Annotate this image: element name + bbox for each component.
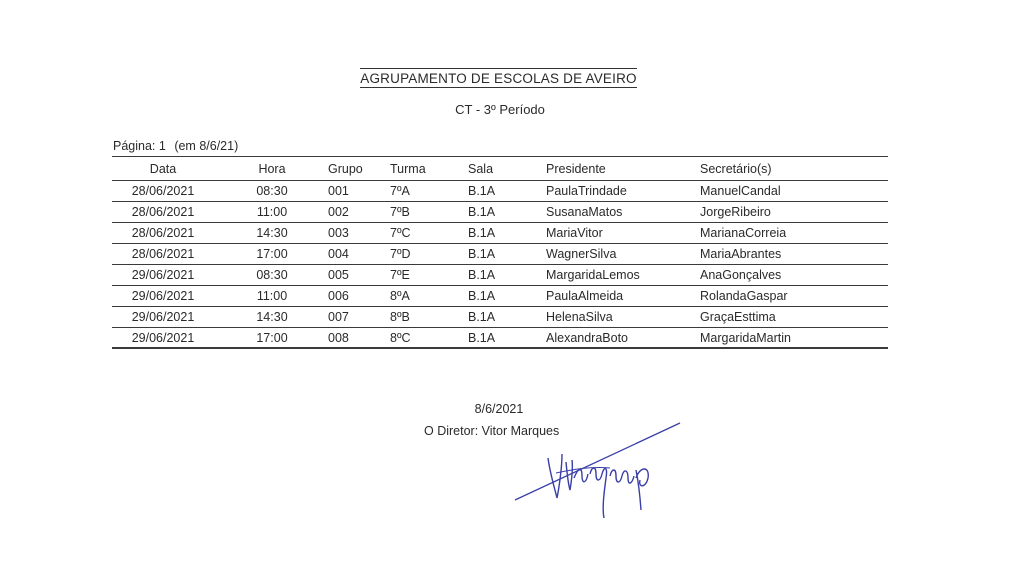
- table-row: [112, 286, 888, 307]
- table-row: [112, 202, 888, 223]
- cell-secretario: MargaridaMartin: [700, 330, 792, 345]
- cell-turma: 7ºB: [390, 205, 410, 219]
- cell-presidente: MariaVitor: [546, 226, 603, 240]
- cell-grupo: 001: [328, 184, 349, 198]
- cell-grupo: 002: [328, 205, 349, 219]
- cell-secretario: RolandaGaspar: [700, 289, 788, 303]
- cell-hora: 17:00: [256, 330, 288, 345]
- table-header-row: [112, 157, 888, 181]
- cell-sala: B.1A: [468, 289, 496, 303]
- signature-name: O Diretor: Vitor Marques: [424, 424, 560, 438]
- page-info: [113, 139, 243, 153]
- header-hora: Hora: [258, 161, 286, 176]
- table-row: [112, 223, 888, 244]
- cell-data: 28/06/2021: [131, 184, 195, 198]
- cell-sala: B.1A: [468, 184, 496, 198]
- cell-grupo: 006: [328, 289, 349, 303]
- cell-sala: B.1A: [468, 330, 496, 345]
- cell-presidente: SusanaMatos: [546, 205, 623, 219]
- cell-secretario: GraçaEsttima: [700, 310, 776, 324]
- cell-data: 29/06/2021: [131, 289, 195, 303]
- cell-turma: 7ºC: [390, 226, 411, 240]
- cell-data: 28/06/2021: [131, 226, 195, 240]
- cell-grupo: 008: [328, 330, 349, 345]
- cell-secretario: MariaAbrantes: [700, 247, 782, 261]
- signature-date: 8/6/2021: [474, 402, 524, 416]
- cell-turma: 8ºB: [390, 310, 410, 324]
- cell-sala: B.1A: [468, 226, 496, 240]
- table-row: [112, 328, 888, 349]
- page-number: Página: 1: [113, 139, 166, 153]
- cell-grupo: 005: [328, 268, 349, 282]
- table-row: [112, 265, 888, 286]
- page-date: (em 8/6/21): [174, 139, 239, 153]
- cell-turma: 8ºC: [390, 330, 411, 345]
- cell-hora: 11:00: [256, 205, 288, 219]
- cell-hora: 14:30: [256, 310, 288, 324]
- header-grupo: Grupo: [328, 161, 363, 176]
- cell-presidente: MargaridaLemos: [546, 268, 640, 282]
- schedule-table: [112, 156, 888, 349]
- cell-turma: 7ºE: [390, 268, 410, 282]
- header-secretario: Secretário(s): [700, 161, 772, 176]
- cell-hora: 17:00: [256, 247, 288, 261]
- cell-data: 29/06/2021: [131, 268, 195, 282]
- cell-presidente: WagnerSilva: [546, 247, 617, 261]
- cell-presidente: PaulaAlmeida: [546, 289, 624, 303]
- cell-data: 28/06/2021: [131, 247, 195, 261]
- table-row: [112, 307, 888, 328]
- cell-sala: B.1A: [468, 205, 496, 219]
- cell-grupo: 007: [328, 310, 349, 324]
- cell-grupo: 004: [328, 247, 349, 261]
- cell-hora: 11:00: [256, 289, 288, 303]
- signature-image: [510, 418, 685, 528]
- cell-presidente: HelenaSilva: [546, 310, 613, 324]
- cell-sala: B.1A: [468, 268, 496, 282]
- document-title: AGRUPAMENTO DE ESCOLAS DE AVEIRO: [360, 68, 637, 88]
- cell-data: 29/06/2021: [131, 310, 195, 324]
- cell-data: 28/06/2021: [131, 205, 195, 219]
- cell-turma: 7ºD: [390, 247, 411, 261]
- cell-hora: 08:30: [256, 184, 288, 198]
- cell-turma: 7ºA: [390, 184, 410, 198]
- cell-secretario: ManuelCandal: [700, 184, 781, 198]
- cell-secretario: MarianaCorreia: [700, 226, 787, 240]
- cell-presidente: AlexandraBoto: [546, 330, 629, 345]
- cell-secretario: AnaGonçalves: [700, 268, 782, 282]
- cell-presidente: PaulaTrindade: [546, 184, 627, 198]
- header-sala: Sala: [468, 161, 494, 176]
- cell-turma: 8ºA: [390, 289, 410, 303]
- table-row: [112, 244, 888, 265]
- document-subtitle: CT - 3º Período: [455, 102, 545, 117]
- header-presidente: Presidente: [546, 161, 606, 176]
- header-data: Data: [149, 161, 177, 176]
- header-turma: Turma: [390, 161, 426, 176]
- cell-secretario: JorgeRibeiro: [700, 205, 771, 219]
- cell-sala: B.1A: [468, 310, 496, 324]
- cell-hora: 08:30: [256, 268, 288, 282]
- cell-grupo: 003: [328, 226, 349, 240]
- cell-sala: B.1A: [468, 247, 496, 261]
- table-row: [112, 181, 888, 202]
- cell-data: 29/06/2021: [131, 330, 195, 345]
- cell-hora: 14:30: [256, 226, 288, 240]
